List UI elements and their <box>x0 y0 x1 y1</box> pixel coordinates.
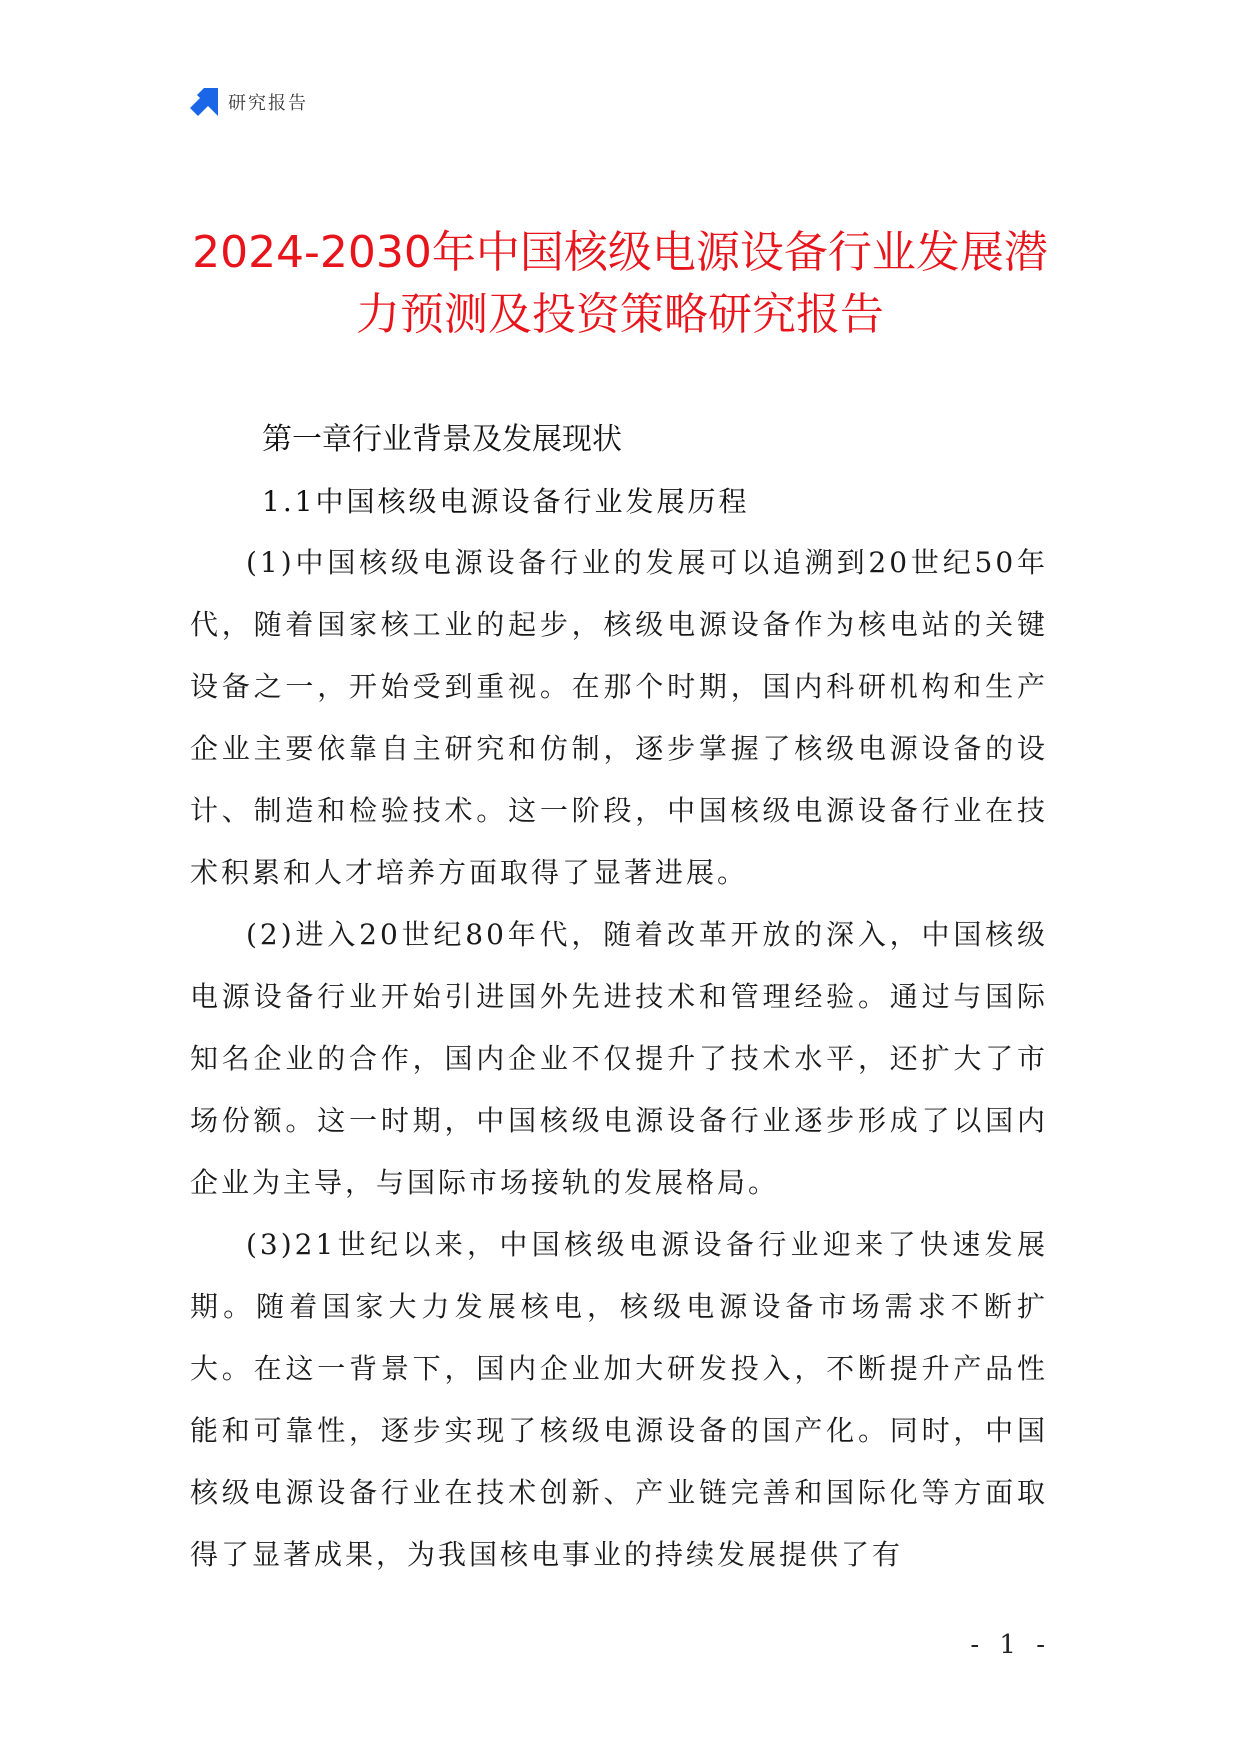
paragraph-3: (3)21世纪以来，中国核级电源设备行业迎来了快速发展期。随着国家大力发展核电，核级电源设备市场需求不断扩大。在这一背景下，国内企业加大研发投入，不断提升产品性能和可靠性，逐步实现了核级电源设备的国产化。同时，中国核级电源设备行业在技术创新、产业链完善和国际化等方面取得了显著成果，为我国核电事业的持续发展提供了有 <box>190 1228 1048 1571</box>
page-header <box>190 88 308 116</box>
page-number: - 1 - <box>970 1630 1051 1660</box>
paragraph-2: (2)进入20世纪80年代，随着改革开放的深入，中国核级电源设备行业开始引进国外先进技术和管理经验。通过与国际知名企业的合作，国内企业不仅提升了技术水平，还扩大了市场份额。这一时期，中国核级电源设备行业逐步形成了以国内企业为主导，与国际市场接轨的发展格局。 <box>190 918 1048 1199</box>
document-body <box>190 532 1048 1586</box>
section-heading: 1.1中国核级电源设备行业发展历程 <box>262 485 750 518</box>
header-label: 研究报告 <box>228 93 308 114</box>
arrow-up-right-icon <box>190 88 218 116</box>
paragraph-1: (1)中国核级电源设备行业的发展可以追溯到20世纪50年代，随着国家核工业的起步，核级电源设备作为核电站的关键设备之一，开始受到重视。在那个时期，国内科研机构和生产企业主要依靠自主研究和仿制，逐步掌握了核级电源设备的设计、制造和检验技术。这一阶段，中国核级电源设备行业在技术积累和人才培养方面取得了显著进展。 <box>190 546 1048 889</box>
chapter-heading: 第一章行业背景及发展现状 <box>262 422 622 457</box>
report-title: 2024-2030年中国核级电源设备行业发展潜力预测及投资策略研究报告 <box>192 227 1048 340</box>
